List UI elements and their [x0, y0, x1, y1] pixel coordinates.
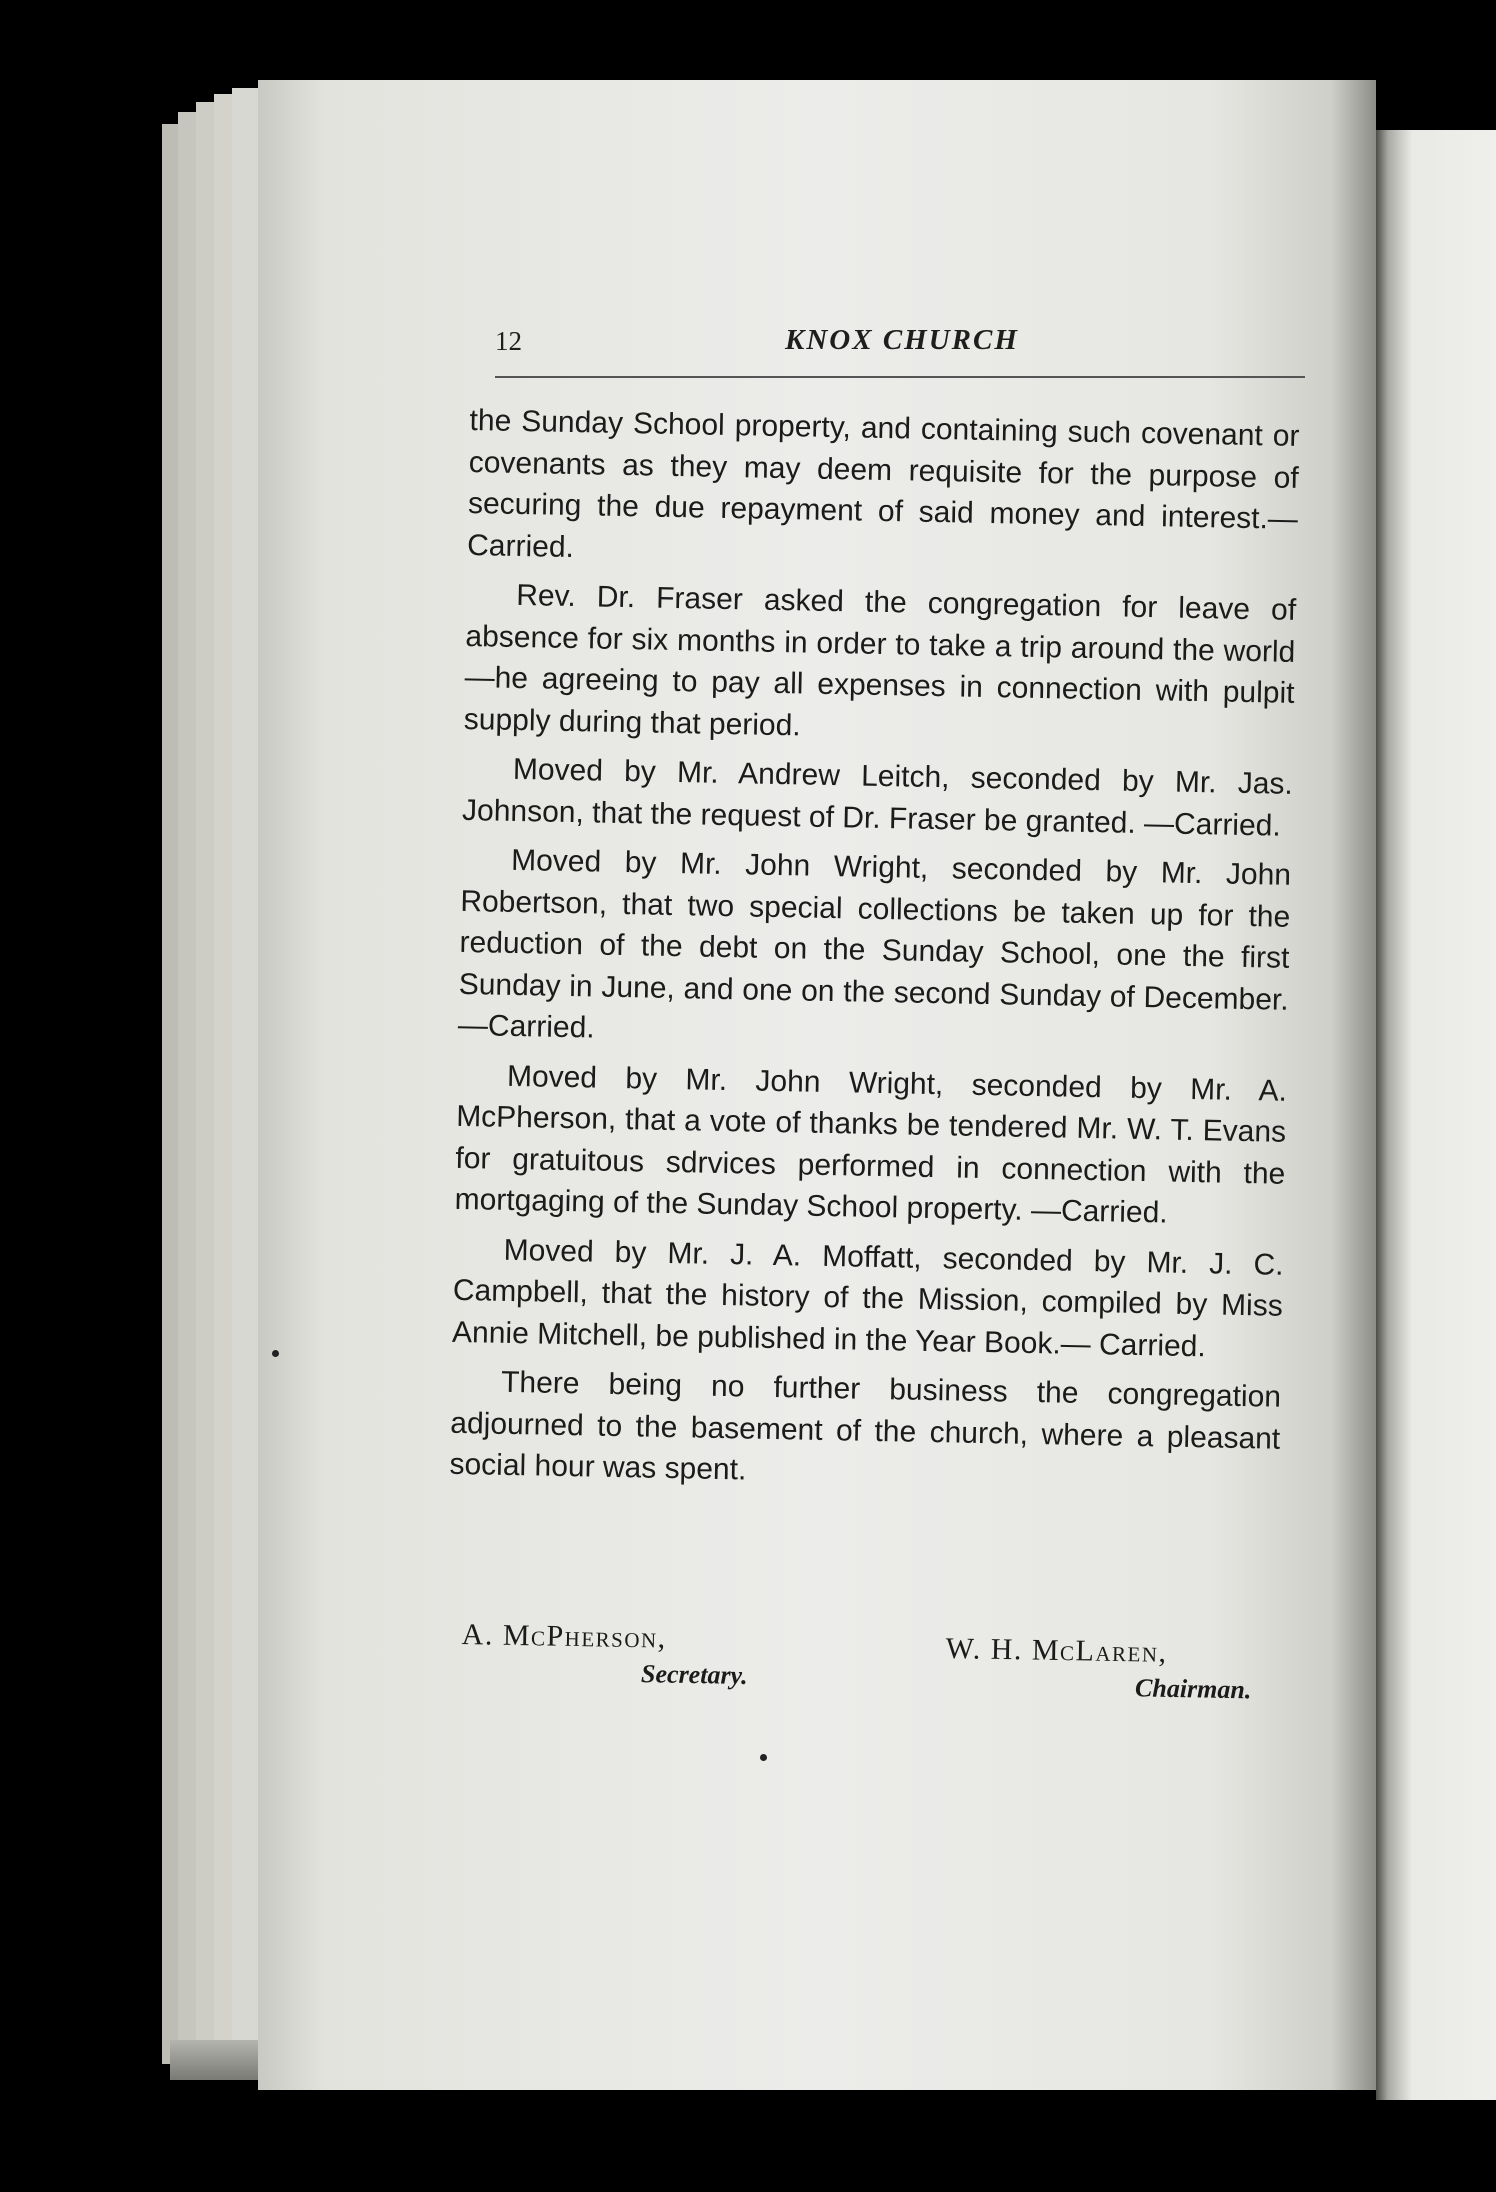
- minutes-text: [449, 400, 1300, 1509]
- chairman-name: W. H. McLaren,: [945, 1632, 1168, 1669]
- ink-speck: [272, 1350, 279, 1357]
- paragraph: the Sunday School property, and containing such covenant or covenants as they may deem requisite for the purpose of securing the due repayment of said money and interest.—Carried.: [466, 403, 1300, 564]
- facing-page-edge: [1376, 130, 1496, 2100]
- running-title: KNOX CHURCH: [785, 324, 1019, 356]
- paragraph: Moved by Mr. John Wright, seconded by Mr. A. McPherson, that a vote of thanks be tendered Mr. W. T. Evans for gratuitous sdrvices performed in connection with the mortgaging of the Sunday School property. —Carried.: [454, 1059, 1288, 1230]
- page-header: [495, 322, 1295, 366]
- secretary-title: Secretary.: [640, 1659, 748, 1690]
- paragraph: Moved by Mr. Andrew Leitch, seconded by Mr. Jas. Johnson, that the request of Dr. Fraser be granted. —Carried.: [461, 752, 1294, 843]
- paragraph: There being no further business the congregation adjourned to the basement of the church, where a pleasant social hour was spent.: [449, 1365, 1282, 1487]
- paragraph: Rev. Dr. Fraser asked the congregation for leave of absence for six months in order to take a trip around the world—he agreeing to pay all expenses in connection with pulpit supply during that period.: [463, 578, 1297, 742]
- paragraph: Moved by Mr. J. A. Moffatt, seconded by Mr. J. C. Campbell, that the history of the Mission, compiled by Miss Annie Mitchell, be published in the Year Book.— Carried.: [451, 1233, 1284, 1363]
- chairman-title: Chairman.: [1134, 1673, 1252, 1705]
- ink-speck: [760, 1754, 767, 1761]
- page-number: 12: [495, 326, 522, 356]
- secretary-name: A. McPherson,: [461, 1618, 668, 1655]
- header-rule: [495, 376, 1305, 378]
- paragraph: Moved by Mr. John Wright, seconded by Mr. John Robertson, that two special collections be taken up for the reduction of the debt on the Sunday School, one the first Sunday in June, and one on the second Sunday of December.—Carried.: [457, 843, 1292, 1045]
- chairman-signature: [945, 1632, 1306, 1706]
- secretary-signature: [461, 1618, 822, 1692]
